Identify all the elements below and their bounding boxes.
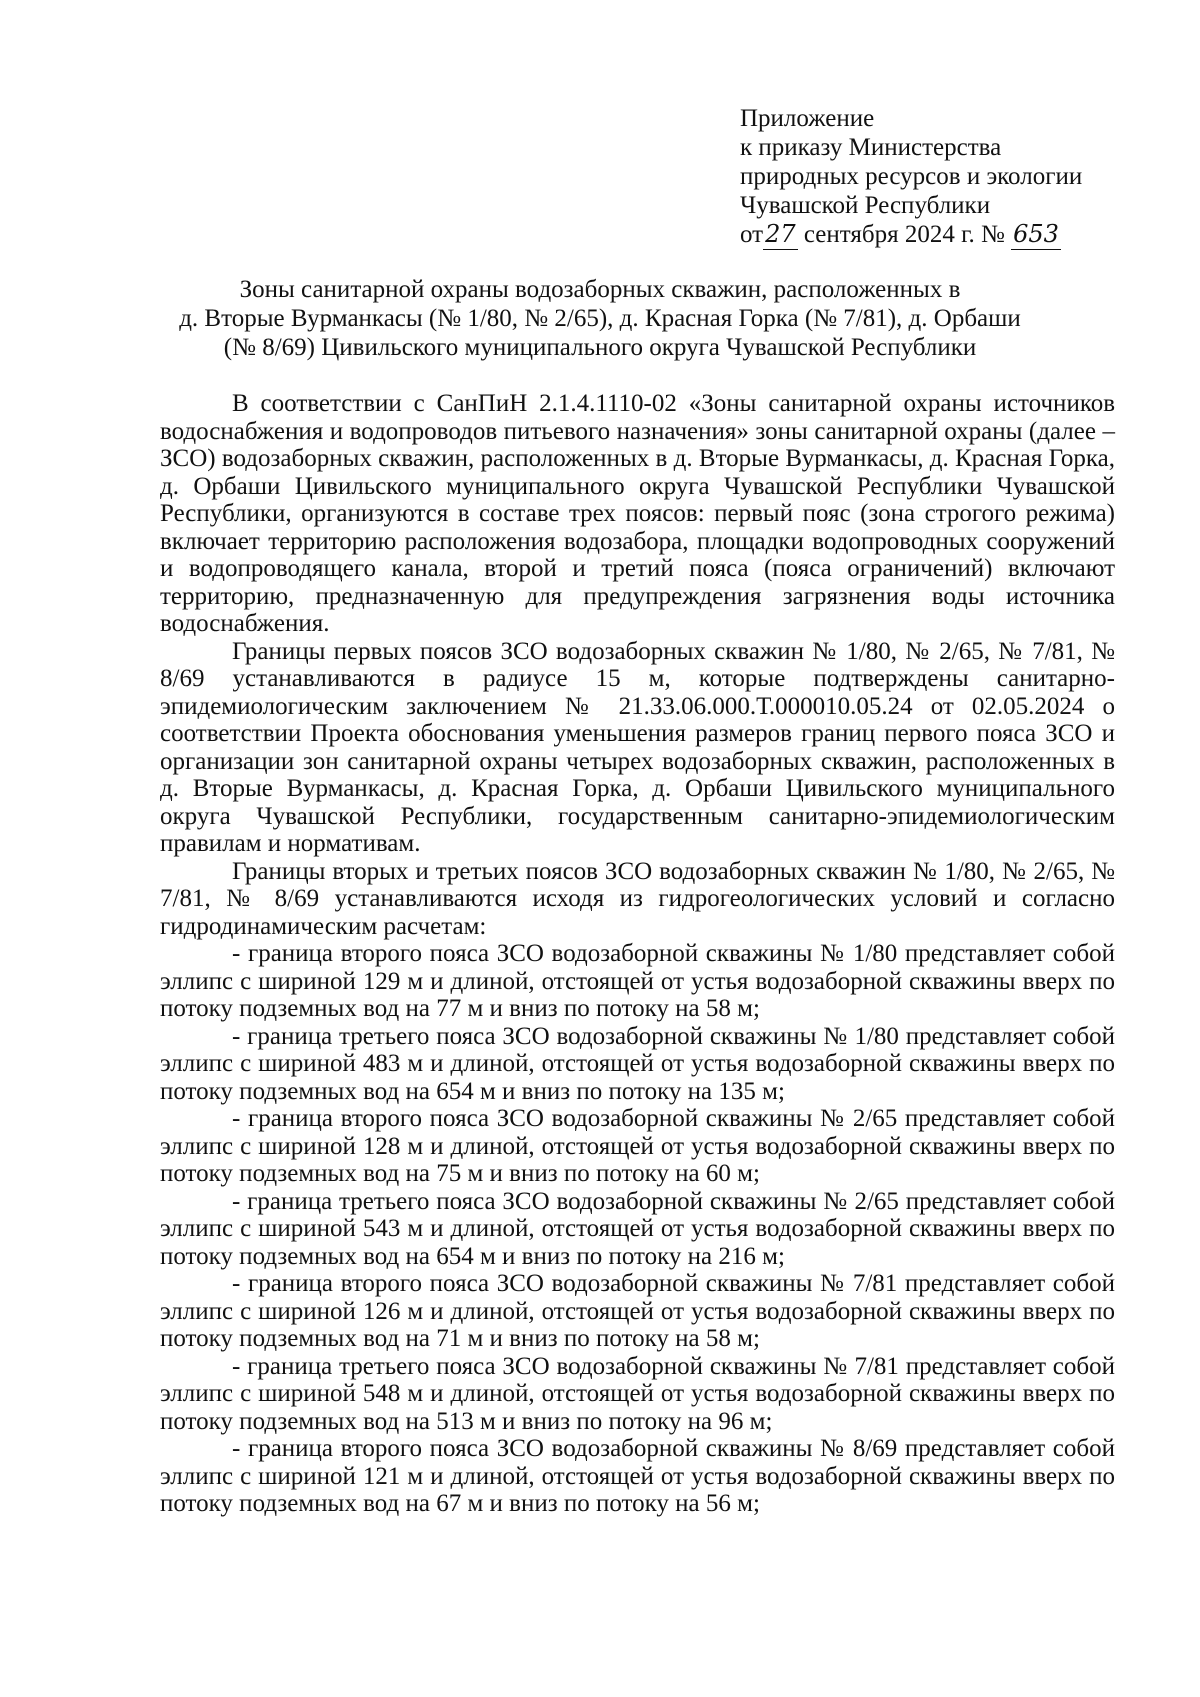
appendix-line: Чувашской Республики [740, 192, 991, 219]
appendix-line: природных ресурсов и экологии [740, 163, 1083, 190]
appendix-header [740, 104, 1160, 250]
date-prefix: от [740, 221, 764, 248]
list-item: - граница второго пояса ЗСО водозаборной скважины № 2/65 представляет собой эллипс с шириной 128 м и длиной, отстоящей от устья водозаборной скважины вверх по потоку подземных вод на 75 м и вниз по потоку на 60 м; [160, 1105, 1115, 1187]
appendix-date-line [740, 220, 1160, 250]
list-item: - граница второго пояса ЗСО водозаборной скважины № 8/69 представляет собой эллипс с шириной 121 м и длиной, отстоящей от устья водозаборной скважины вверх по потоку подземных вод на 67 м и вниз по потоку на 56 м; [160, 1435, 1115, 1517]
paragraph: Границы вторых и третьих поясов ЗСО водозаборных скважин № 1/80, № 2/65, № 7/81, № 8/69 устанавливаются исходя из гидрогеологических условий и согласно гидродинамическим расчетам: [160, 857, 1115, 940]
list-item: - граница второго пояса ЗСО водозаборной скважины № 1/80 представляет собой эллипс с шириной 129 м и длиной, отстоящей от устья водозаборной скважины вверх по потоку подземных вод на 77 м и вниз по потоку на 58 м; [160, 940, 1115, 1022]
list-item: - граница третьего пояса ЗСО водозаборной скважины № 1/80 представляет собой эллипс с шириной 483 м и длиной, отстоящей от устья водозаборной скважины вверх по потоку подземных вод на 654 м и вниз по потоку на 135 м; [160, 1022, 1115, 1105]
paragraph: Границы первых поясов ЗСО водозаборных скважин № 1/80, № 2/65, № 7/81, № 8/69 устанавливаются в радиусе 15 м, которые подтверждены санитарно-эпидемиологическим заключением № 21.33.06.000.Т.000010.05.24 от 02.05.2024 о соответствии Проекта обоснования уменьшения размеров границ первого пояса ЗСО и организации зон санитарной охраны четырех водозаборных скважин, расположенных в д. Вторые Вурманкасы, д. Красная Горка, д. Орбаши Цивильского муниципального округа Чувашской Республики, государственным санитарно-эпидемиологическим правилам и нормативам. [160, 637, 1115, 857]
list-item: - граница второго пояса ЗСО водозаборной скважины № 7/81 представляет собой эллипс с шириной 126 м и длиной, отстоящей от устья водозаборной скважины вверх по потоку подземных вод на 71 м и вниз по потоку на 58 м; [160, 1270, 1115, 1352]
title-line: д. Вторые Вурманкасы (№ 1/80, № 2/65), д. Красная Горка (№ 7/81), д. Орбаши [179, 305, 1021, 332]
appendix-line: к приказу Министерства [740, 134, 1002, 161]
list-item: - граница третьего пояса ЗСО водозаборной скважины № 7/81 представляет собой эллипс с шириной 548 м и длиной, отстоящей от устья водозаборной скважины вверх по потоку подземных вод на 513 м и вниз по потоку на 96 м; [160, 1352, 1115, 1435]
title-line: (№ 8/69) Цивильского муниципального округа Чувашской Республики [223, 334, 977, 361]
list-item: - граница третьего пояса ЗСО водозаборной скважины № 2/65 представляет собой эллипс с шириной 543 м и длиной, отстоящей от устья водозаборной скважины вверх по потоку подземных вод на 654 м и вниз по потоку на 216 м; [160, 1187, 1115, 1270]
handwritten-order-number: 653 [1013, 220, 1059, 248]
document-title [160, 275, 1040, 362]
title-line: Зоны санитарной охраны водозаборных скважин, расположенных в [239, 276, 961, 303]
appendix-line: Приложение [740, 105, 875, 132]
document-body [160, 390, 1115, 1518]
handwritten-day: 27 [765, 220, 796, 248]
paragraph: В соответствии с СанПиН 2.1.4.1110-02 «Зоны санитарной охраны источников водоснабжения и водопроводов питьевого назначения» зоны санитарной охраны (далее – ЗСО) водозаборных скважин, расположенных в д. Вторые Вурманкасы, д. Красная Горка, д. Орбаши Цивильского муниципального округа Чувашской Республики Чувашской Республики, организуются в составе трех поясов: первый пояс (зона строгого режима) включает территорию расположения водозабора, площадки водопроводных сооружений и водопроводящего канала, второй и третий пояса (пояса ограничений) включают территорию, предназначенную для предупреждения загрязнения воды источника водоснабжения. [160, 390, 1115, 637]
date-mid: сентября 2024 г. № [803, 221, 1005, 248]
